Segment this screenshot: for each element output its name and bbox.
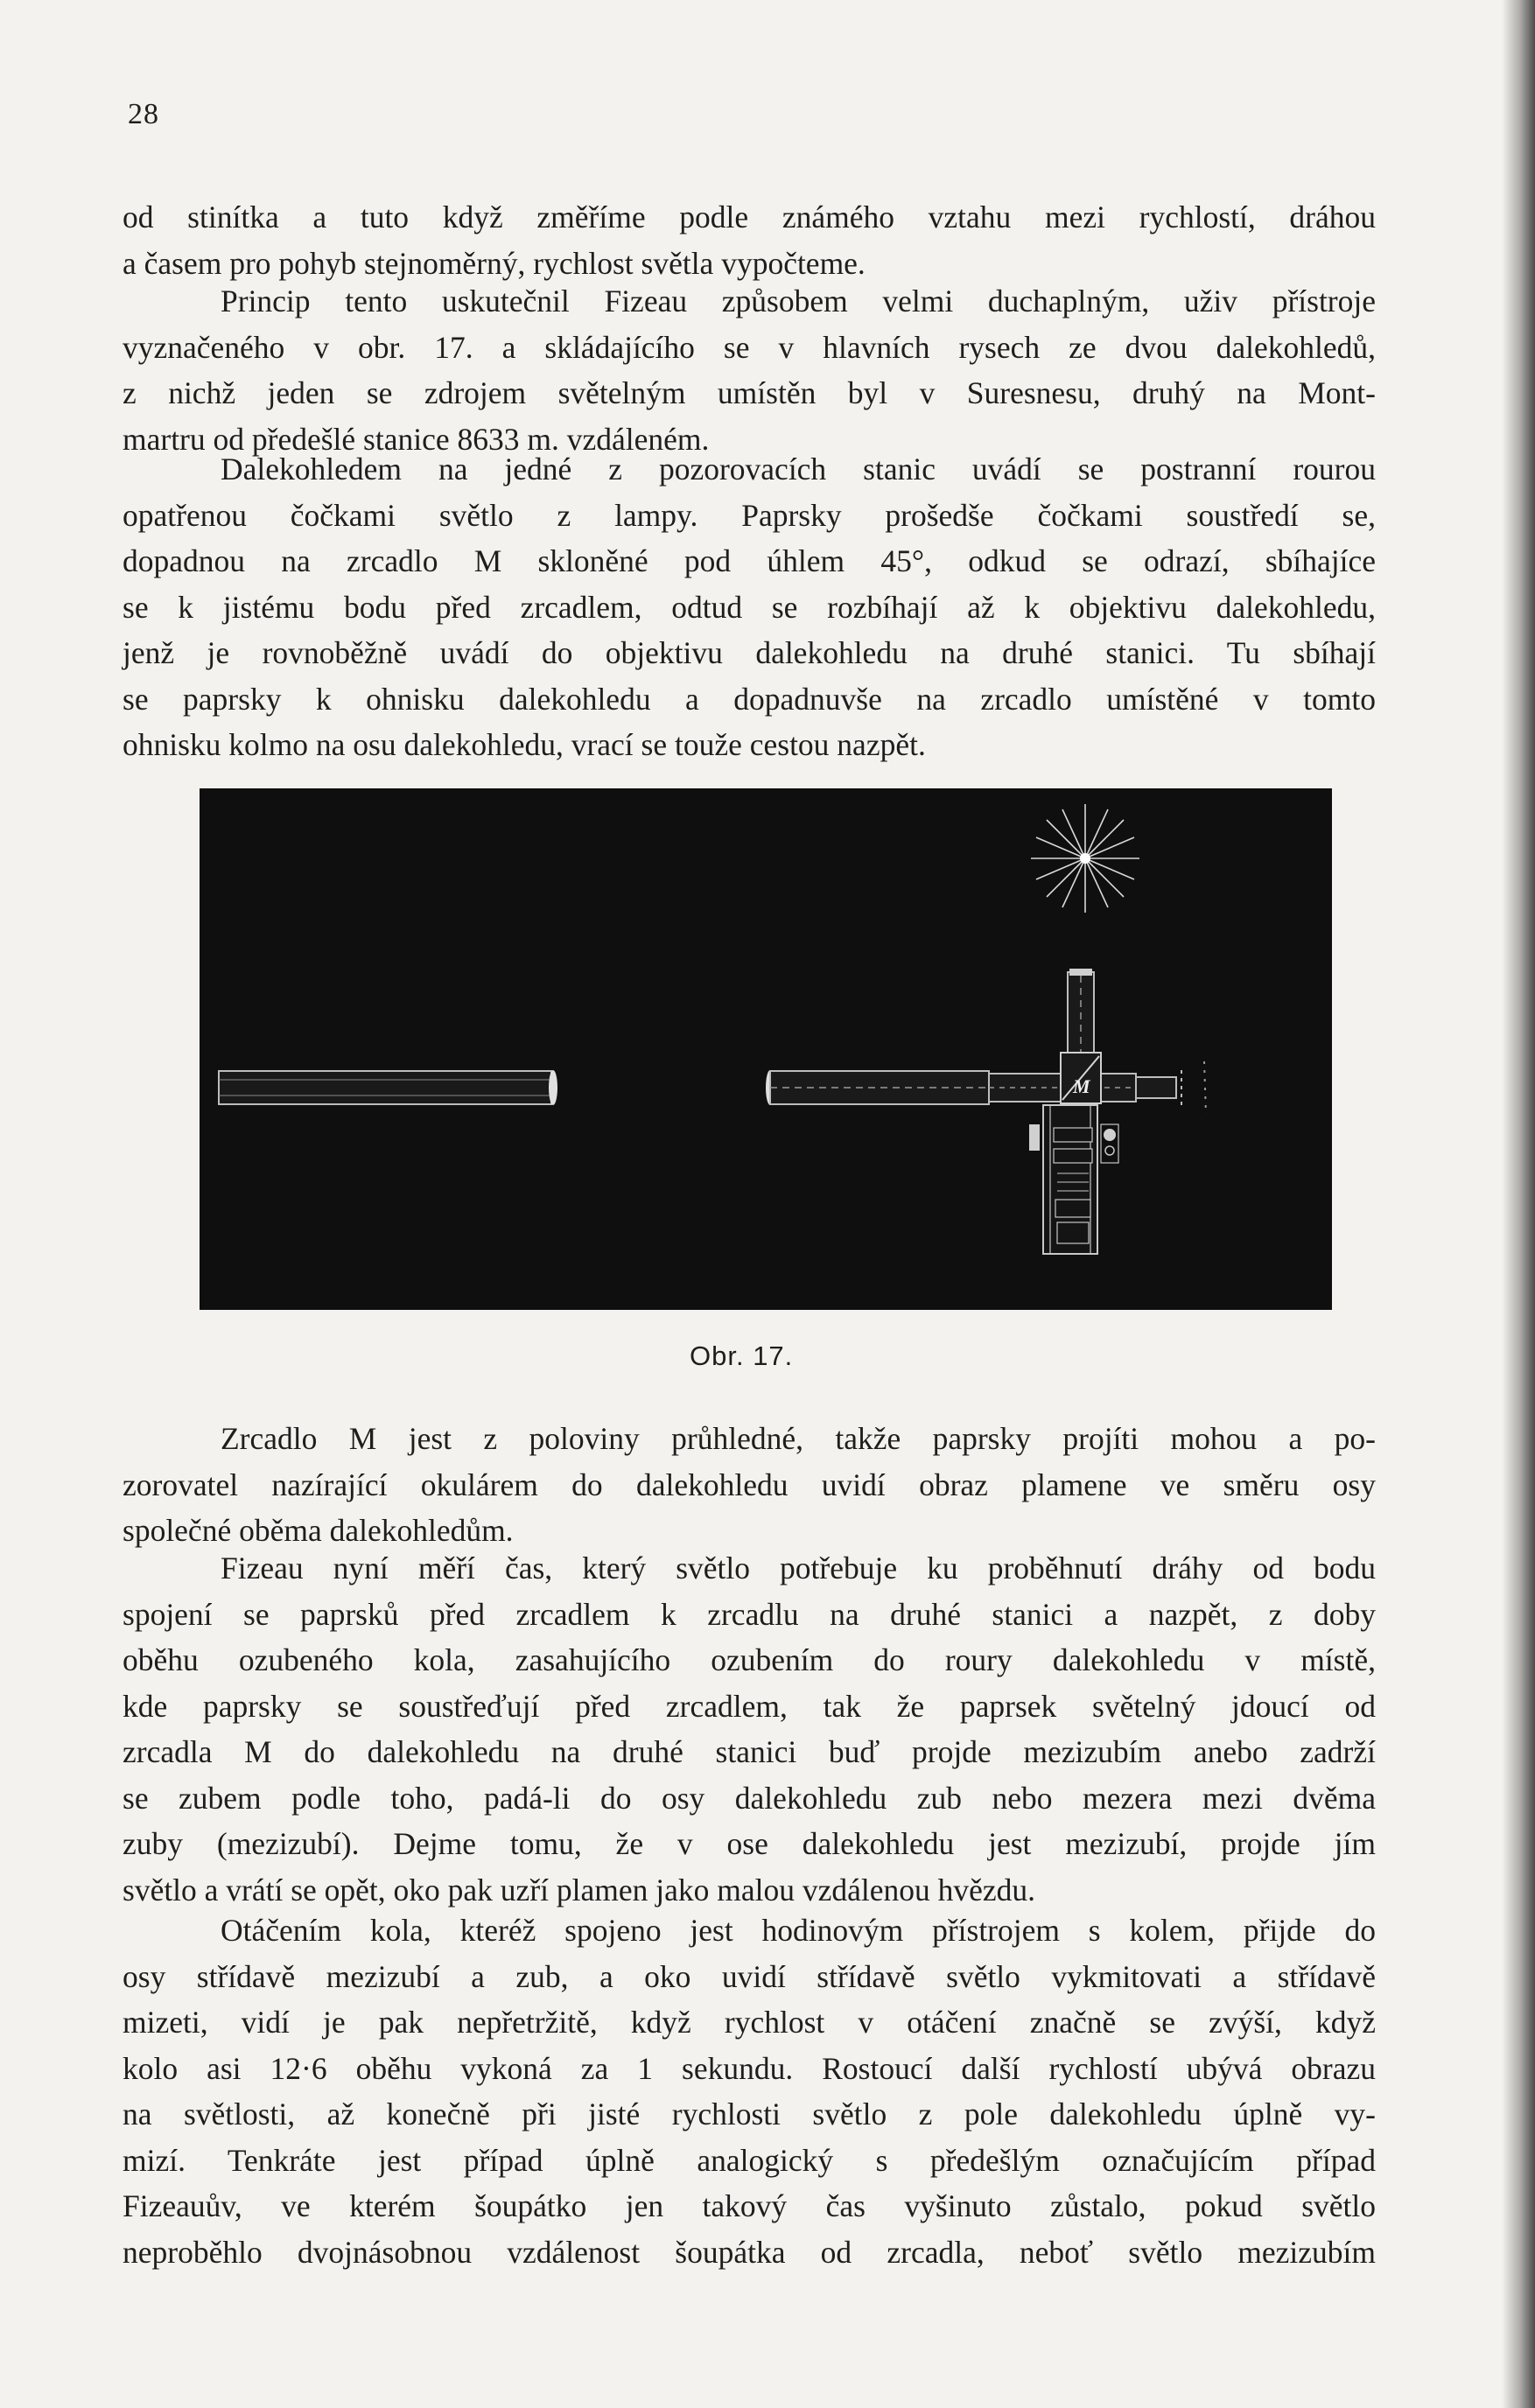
text-line: oběhu ozubeného kola, zasahujícího ozubením do roury dalekohledu v místě, <box>123 1642 1376 1677</box>
text-line: se paprsky k ohnisku dalekohledu a dopadnuvše na zrcadlo umístěné v tomto <box>123 681 1376 717</box>
text-line: neproběhlo dvojnásobnou vzdálenost šoupátka od zrcadla, neboť světlo mezizubím <box>123 2234 1376 2270</box>
text-line: Dalekohledem na jedné z pozorovacích stanic uvádí se postranní rourou <box>221 452 1376 486</box>
text-line: jenž je rovnoběžně uvádí do objektivu dalekohledu na druhé stanici. Tu sbíhají <box>123 635 1376 670</box>
text-line: Fizeau nyní měří čas, který světlo potřebuje ku proběhnutí dráhy od bodu <box>221 1550 1376 1586</box>
text-line: od stinítka a tuto když změříme podle známého vztahu mezi rychlostí, dráhou <box>123 200 1376 234</box>
text-line: zorovatel nazírající okulárem do dalekohledu uvidí obraz plamene ve směru osy <box>123 1466 1376 1502</box>
telescope-left-tube <box>219 1070 557 1105</box>
paragraph-2 <box>123 278 1376 462</box>
text-line: světlo a vrátí se opět, oko pak uzří plamen jako malou vzdálenou hvězdu. <box>123 1872 1035 1908</box>
text-line: se zubem podle toho, padá-li do osy dalekohledu zub nebo mezera mezi dvěma <box>123 1780 1376 1816</box>
text-line: vyznačeného v obr. 17. a skládajícího se v hlavních rysech ze dvou dalekohledů, <box>123 329 1376 365</box>
paragraph-6 <box>123 1908 1376 2275</box>
text-line: na světlosti, až konečně při jisté rychlosti světlo z pole dalekohledu úplně vy- <box>123 2096 1376 2132</box>
text-line: z nichž jeden se zdrojem světelným umístěn byl v Suresnesu, druhý na Mont- <box>123 375 1376 410</box>
paragraph-5 <box>123 1545 1376 1913</box>
apparatus-illustration <box>200 788 1332 1310</box>
paragraph-3 <box>123 446 1376 768</box>
page-number: 28 <box>128 98 159 130</box>
text-line: opatřenou čočkami světlo z lampy. Paprsky prošedše čočkami soustředí se, <box>123 497 1376 533</box>
text-line: zuby (mezizubí). Dejme tomu, že v ose dalekohledu jest mezizubí, projde jím <box>123 1826 1376 1861</box>
text-line: mizeti, vidí je pak nepřetržitě, když rychlost v otáčení značně se zvýší, když <box>123 2005 1376 2040</box>
text-line: a časem pro pohyb stejnoměrný, rychlost světla vypočteme. <box>123 245 866 281</box>
text-line: Zrcadlo M jest z poloviny průhledné, takže paprsky projíti mohou a po- <box>221 1421 1376 1456</box>
text-line: osy střídavě mezizubí a zub, a oko uvidí střídavě světlo vykmitovati a střídavě <box>123 1958 1376 1994</box>
text-line: spojení se paprsků před zrcadlem k zrcadlu na druhé stanici a nazpět, z doby <box>123 1596 1376 1632</box>
mirror-label: M <box>1073 1075 1090 1097</box>
text-line: Fizeauův, ve kterém šoupátko jen takový čas vyšinuto zůstalo, pokud světlo <box>123 2188 1376 2223</box>
figure-caption: Obr. 17. <box>690 1340 794 1371</box>
text-line: kde paprsky se soustřeďují před zrcadlem, tak že paprsek světelný jdoucí od <box>123 1688 1376 1724</box>
text-line: mizí. Tenkráte jest případ úplně analogický s předešlým označujícím případ <box>123 2142 1376 2178</box>
text-line: zrcadla M do dalekohledu na druhé stanici buď projde mezizubím anebo zadrží <box>123 1734 1376 1769</box>
text-line: se k jistému bodu před zrcadlem, odtud se rozbíhají až k objektivu dalekohledu, <box>123 589 1376 625</box>
page-edge-shadow <box>1502 0 1535 2408</box>
text-line: dopadnou na zrcadlo M skloněné pod úhlem 45°, odkud se odrazí, sbíhajíce <box>123 543 1376 578</box>
paragraph-1 <box>123 194 1376 286</box>
light-star <box>1031 804 1139 913</box>
text-line: ohnisku kolmo na osu dalekohledu, vrací se touže cestou nazpět. <box>123 727 926 762</box>
text-line: společné oběma dalekohledům. <box>123 1513 514 1548</box>
text-line: Otáčením kola, kteréž spojeno jest hodinovým přístrojem s kolem, přijde do <box>221 1913 1376 1948</box>
text-line: Princip tento uskutečnil Fizeau způsobem velmi duchaplným, uživ přístroje <box>221 284 1376 318</box>
text-line: martru od předešlé stanice 8633 m. vzdáleném. <box>123 421 710 457</box>
paragraph-4 <box>123 1416 1376 1554</box>
figure-fizeau-apparatus <box>200 788 1332 1310</box>
text-line: kolo asi 12·6 oběhu vykoná za 1 sekundu. Rostoucí další rychlostí ubývá obrazu <box>123 2050 1376 2086</box>
